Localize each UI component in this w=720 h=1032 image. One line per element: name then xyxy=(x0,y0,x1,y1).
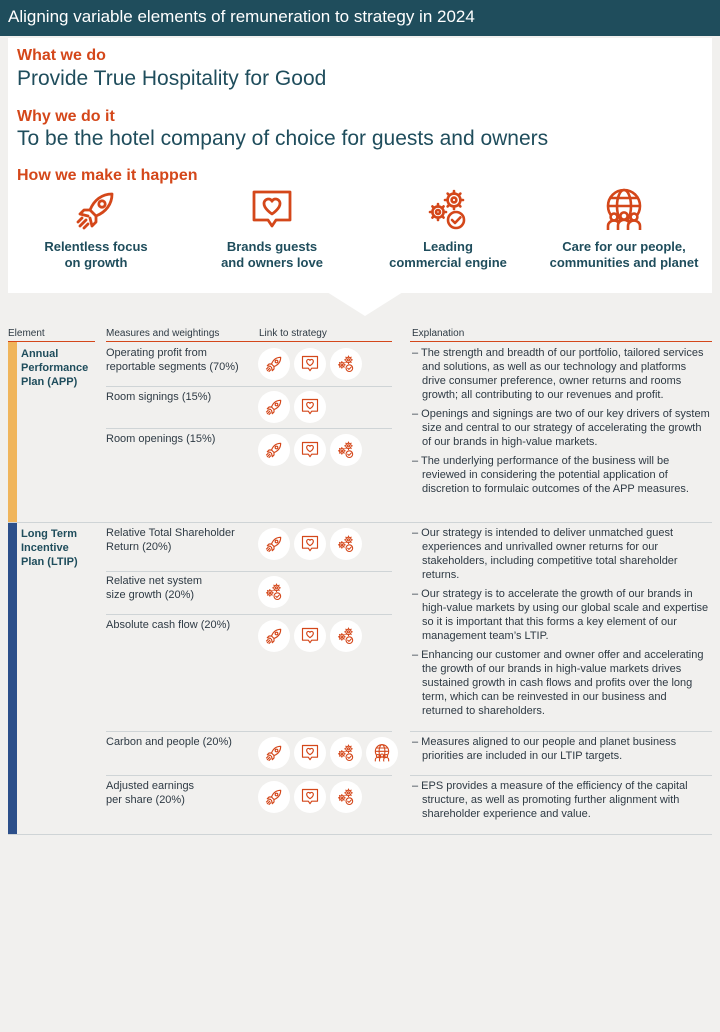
pillar-label-line2: commercial engine xyxy=(389,255,507,270)
explanation-item: – Our strategy is intended to deliver unmatched guest experiences and unrivalled owner returns for our stakeholders, including competitive total shareholder returns. xyxy=(412,527,678,581)
explanation-item: – Measures aligned to our people and planet business priorities are included in our LTIP targets. xyxy=(412,736,677,762)
measure-relative-tsr: Relative Total Shareholder Return (20%) xyxy=(106,527,235,553)
pillar-label-line2: and owners love xyxy=(221,255,323,270)
element-name-app: Annual Performance Plan (APP) xyxy=(21,348,89,388)
app-color-band xyxy=(8,342,17,522)
measure-adjusted-eps: Adjusted earnings per share (20%) xyxy=(106,780,195,806)
heart-speech-bubble-icon xyxy=(300,397,320,417)
measure-carbon-people: Carbon and people (20%) xyxy=(106,736,232,748)
row-divider xyxy=(106,614,392,615)
measure-net-system-size: Relative net system size growth (20%) xyxy=(106,575,202,601)
pillar-label-line2: on growth xyxy=(64,255,128,270)
explanation-carbon-people xyxy=(412,735,710,768)
row-divider xyxy=(410,775,712,776)
heart-speech-bubble-icon xyxy=(300,787,320,807)
explanation-eps xyxy=(412,779,710,826)
ltip-color-band xyxy=(8,523,17,834)
pillar-label-line2: communities and planet xyxy=(549,255,699,270)
explanation-item: – EPS provides a measure of the efficiency of the capital structure, as well as promoting further alignment with shareholder experience and value. xyxy=(412,780,688,820)
gears-check-icon xyxy=(336,743,356,763)
gears-check-icon xyxy=(424,186,472,234)
row-divider xyxy=(106,428,392,429)
rocket-icon xyxy=(264,626,284,646)
strategy-links xyxy=(258,348,362,380)
strategy-links xyxy=(258,737,398,769)
pillar-label-line1: Brands guests xyxy=(226,239,318,254)
explanation-app xyxy=(412,346,710,501)
col-header-element: Element xyxy=(8,328,45,339)
strategy-links xyxy=(258,391,326,423)
rocket-icon xyxy=(264,440,284,460)
header-rule xyxy=(410,341,712,342)
measure-cash-flow: Absolute cash flow (20%) xyxy=(106,619,231,631)
col-header-explanation: Explanation xyxy=(412,328,465,339)
what-we-do-text: Provide True Hospitality for Good xyxy=(17,67,327,90)
explanation-item: – The strength and breadth of our portfolio, tailored services and solutions, as well as our technology and platforms drive consumer preference, owner returns and rooms growth; all contributing to our revenues and profit. xyxy=(412,347,704,401)
heart-speech-bubble-icon xyxy=(248,186,296,234)
page-title: Aligning variable elements of remuneration to strategy in 2024 xyxy=(8,7,475,26)
header-rule xyxy=(106,341,392,342)
col-header-link: Link to strategy xyxy=(259,328,327,339)
row-divider xyxy=(106,731,392,732)
element-name-ltip: Long Term Incentive Plan (LTIP) xyxy=(21,528,78,568)
gears-check-icon xyxy=(336,787,356,807)
rocket-icon xyxy=(264,743,284,763)
heart-speech-bubble-icon xyxy=(300,354,320,374)
group-divider xyxy=(8,522,712,523)
panel-pointer xyxy=(327,292,403,316)
rocket-icon xyxy=(72,186,120,234)
globe-people-icon xyxy=(372,743,392,763)
heart-speech-bubble-icon xyxy=(300,534,320,554)
strategy-links xyxy=(258,620,362,652)
pillar-label-line1: Care for our people, xyxy=(562,239,686,254)
rocket-icon xyxy=(264,397,284,417)
measure-room-signings: Room signings (15%) xyxy=(106,391,212,403)
header-rule xyxy=(8,341,95,342)
strategy-links xyxy=(258,434,362,466)
col-header-measures: Measures and weightings xyxy=(106,328,220,339)
group-divider xyxy=(8,834,712,835)
pillar-people-planet xyxy=(539,186,709,271)
rocket-icon xyxy=(264,534,284,554)
gears-check-icon xyxy=(336,440,356,460)
explanation-item: – The underlying performance of the business will be reviewed in considering the potential application of discretion to formulaic outcomes of the APP measures. xyxy=(412,455,689,495)
strategy-links xyxy=(258,528,362,560)
row-divider xyxy=(106,775,392,776)
gears-check-icon xyxy=(336,354,356,374)
globe-people-icon xyxy=(600,186,648,234)
explanation-item: – Enhancing our customer and owner offer and accelerating the growth of our brands in high-value markets drives sustained growth in cash flows and profits over the long term, which can be reinvested in our business and returned to shareholders. xyxy=(412,649,704,717)
explanation-item: – Our strategy is to accelerate the growth of our brands in high-value markets by using our global scale and expertise so it is important that this forms a key element of our management team’s LTIP. xyxy=(412,588,709,642)
row-divider xyxy=(106,386,392,387)
pillar-label-line1: Relentless focus xyxy=(44,239,148,254)
gears-check-icon xyxy=(264,582,284,602)
why-we-do-it-text: To be the hotel company of choice for guests and owners xyxy=(17,127,549,150)
rocket-icon xyxy=(264,787,284,807)
explanation-ltip-core xyxy=(412,526,710,723)
explanation-item: – Openings and signings are two of our key drivers of system size and central to our strategy of accelerating the growth of our brands in high-value markets. xyxy=(412,408,710,448)
row-divider xyxy=(106,571,392,572)
pillar-growth xyxy=(11,186,181,271)
row-divider xyxy=(410,731,712,732)
what-we-do-label: What we do xyxy=(17,47,106,64)
pillar-label-line1: Leading xyxy=(423,239,473,254)
pillar-brands xyxy=(187,186,357,271)
measure-room-openings: Room openings (15%) xyxy=(106,433,216,445)
heart-speech-bubble-icon xyxy=(300,743,320,763)
pillar-commercial xyxy=(363,186,533,271)
header-bar xyxy=(0,0,720,36)
strategy-links xyxy=(258,781,362,813)
gears-check-icon xyxy=(336,534,356,554)
rocket-icon xyxy=(264,354,284,374)
heart-speech-bubble-icon xyxy=(300,440,320,460)
strategy-links xyxy=(258,576,290,608)
measure-operating-profit: Operating profit from reportable segments (70%) xyxy=(106,347,239,373)
gears-check-icon xyxy=(336,626,356,646)
heart-speech-bubble-icon xyxy=(300,626,320,646)
why-we-do-it-label: Why we do it xyxy=(17,108,115,125)
how-we-make-it-happen-label: How we make it happen xyxy=(17,167,198,184)
